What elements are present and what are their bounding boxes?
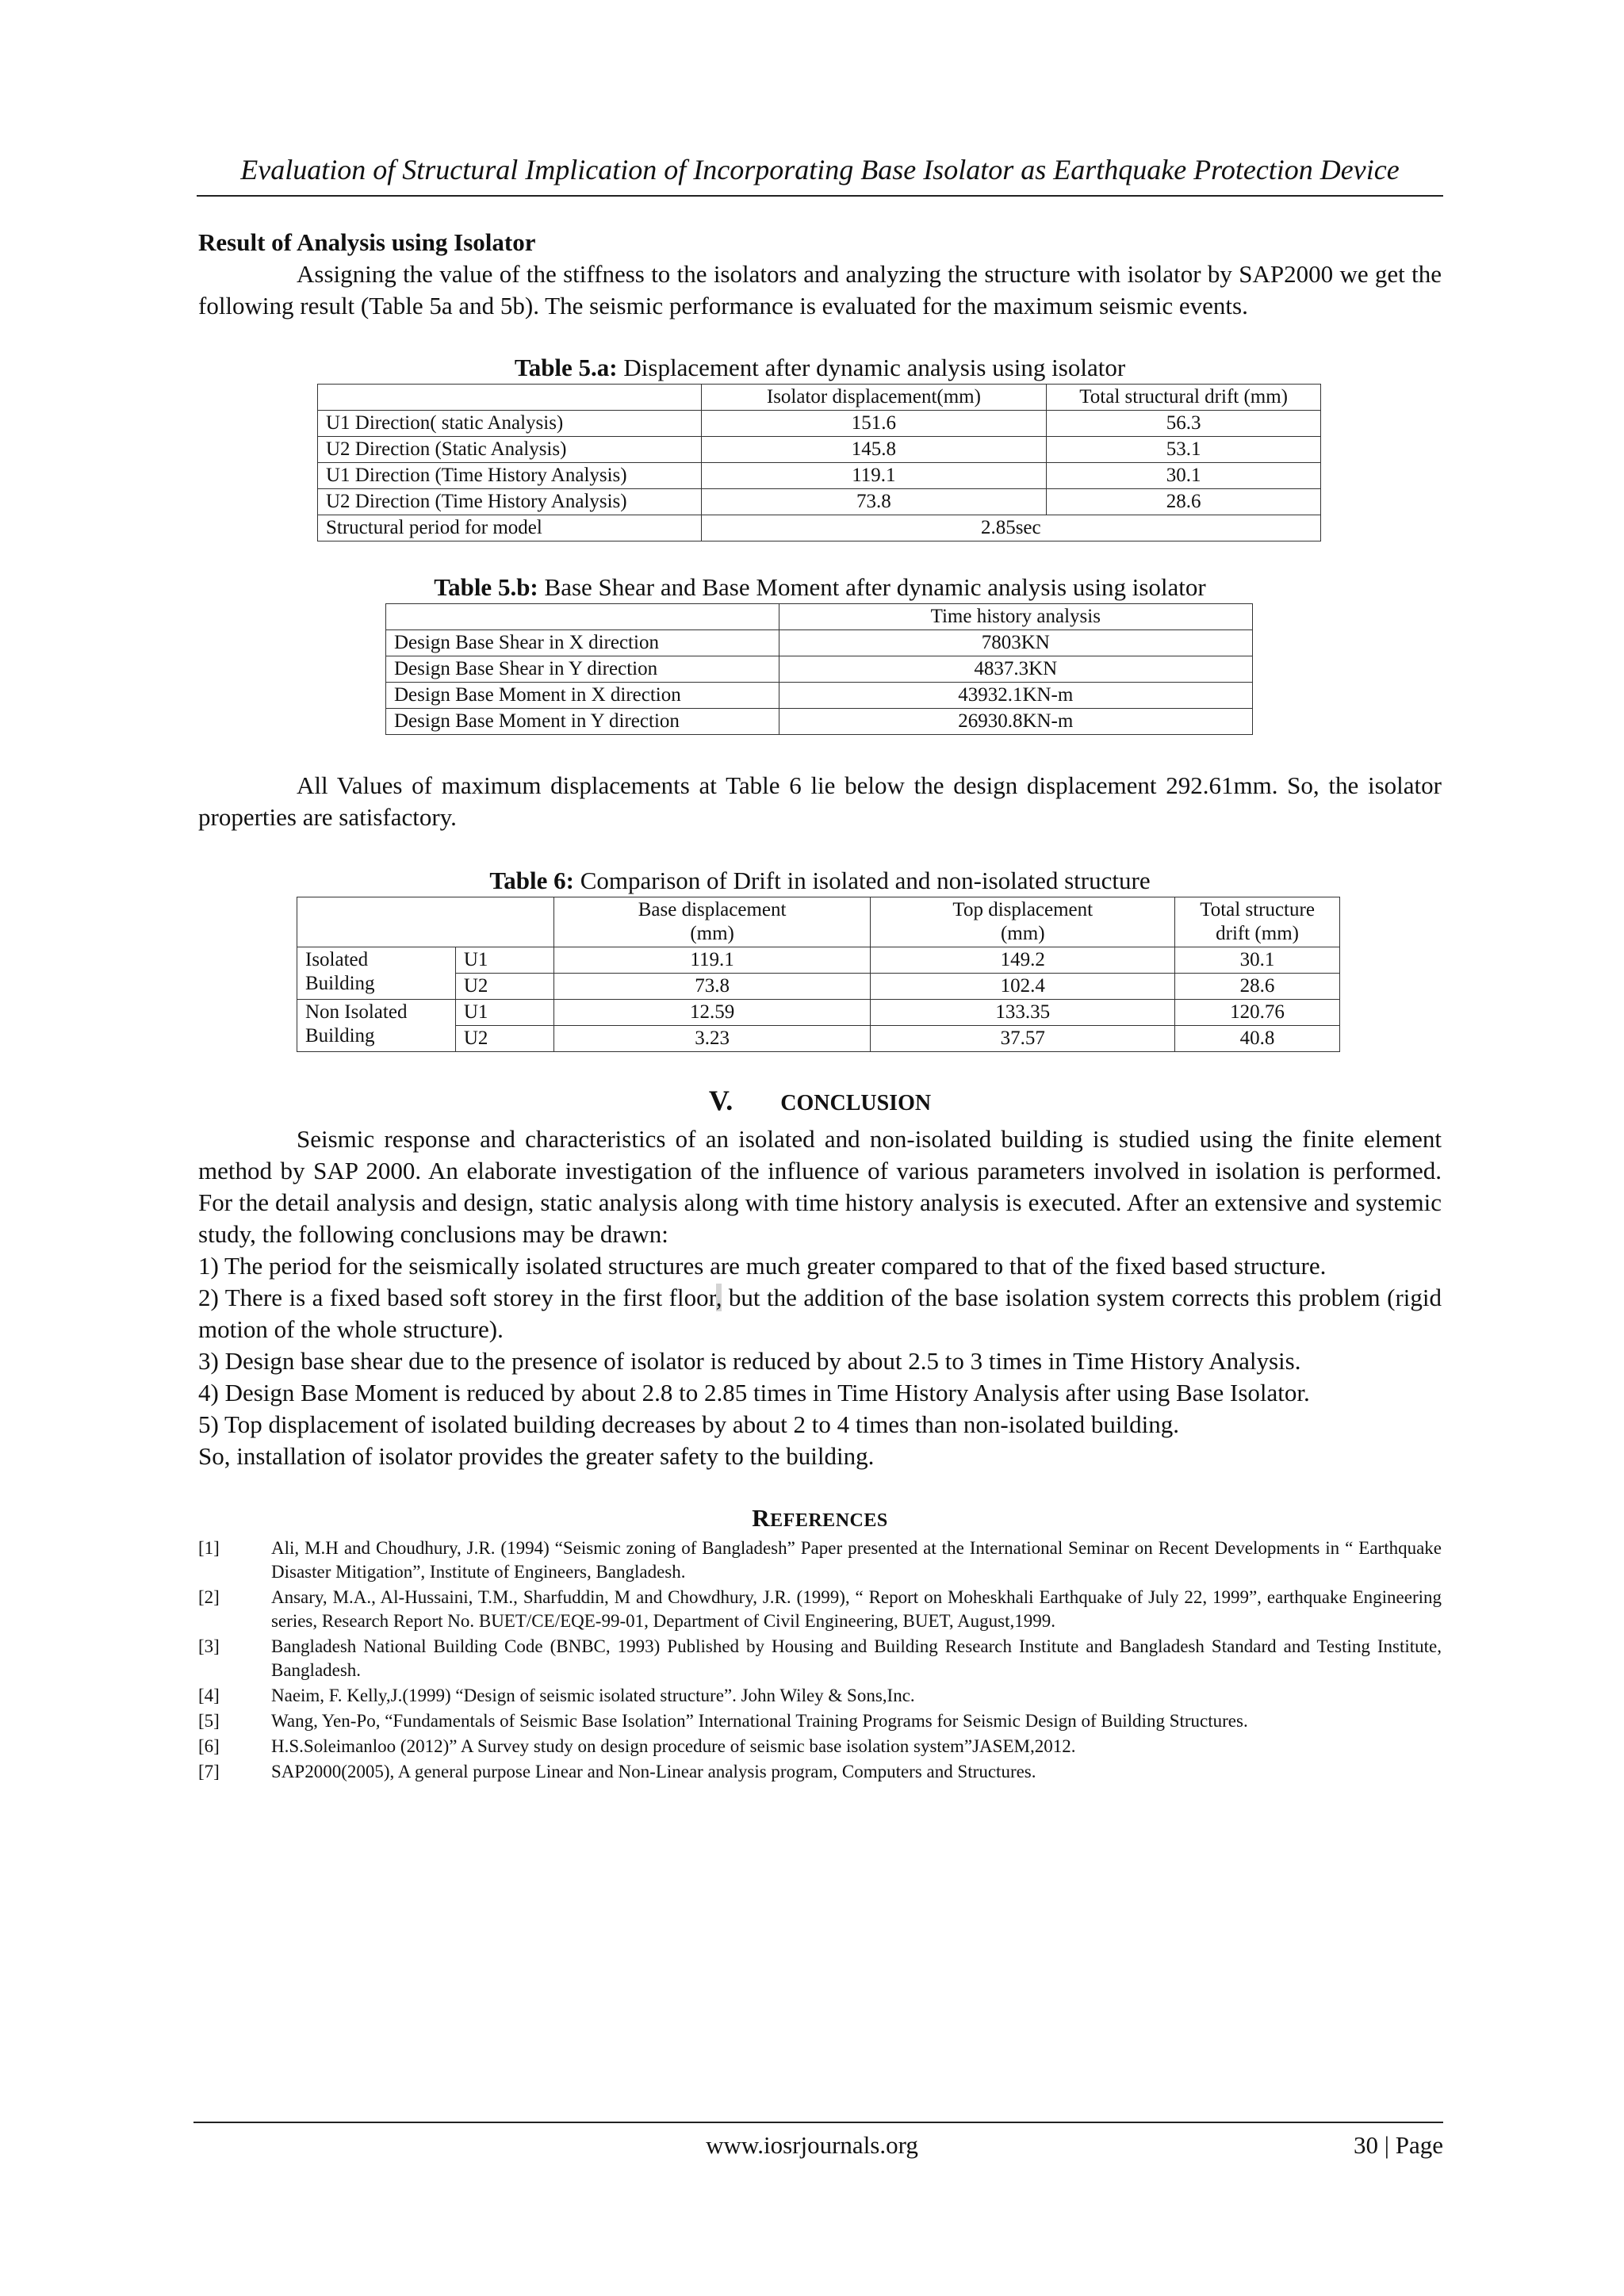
footer-rule <box>193 2122 1443 2123</box>
table5b-header-cell <box>386 604 779 630</box>
table-cell: 28.6 <box>1175 974 1340 1000</box>
reference-number: [6] <box>198 1736 220 1756</box>
table-cell: Design Base Moment in X direction <box>386 683 779 709</box>
section-heading-results: Result of Analysis using Isolator <box>198 228 536 256</box>
table-cell: 149.2 <box>871 947 1175 974</box>
table-cell: U1 <box>455 1000 553 1026</box>
table-row <box>386 683 1253 709</box>
conclusion-intro: Seismic response and characteristics of an isolated and non-isolated building is studied using the finite element method by SAP 2000. An elaborate investigation of the influence of various parameters involved in isolation is performed. For the detail analysis and design, static analysis along with time history analysis is executed. After an extensive and systemic study, the following conclusions may be drawn: <box>198 1125 1442 1248</box>
header-rule <box>197 195 1443 197</box>
header-line: drift (mm) <box>1216 923 1299 944</box>
table5b-caption <box>198 572 1442 603</box>
conclusion-item-2 <box>198 1282 1442 1345</box>
table-row <box>318 489 1321 515</box>
table-cell: 2.85sec <box>701 515 1320 541</box>
group-label-line: Non Isolated <box>305 1001 408 1023</box>
reference-text: H.S.Soleimanloo (2012)” A Survey study on design procedure of seismic base isolation system”JASEM,2012. <box>271 1736 1076 1756</box>
reference-text: Ansary, M.A., Al-Hussaini, T.M., Sharfuddin, M and Chowdhury, J.R. (1999), “ Report on Moheskhali Earthquake of July 22, 1999”, earthquake Engineering series, Research Report No. BUET/CE/EQE-99-01, Department of Civil Engineering, BUET, August,1999. <box>271 1587 1442 1631</box>
table-cell: 73.8 <box>553 974 871 1000</box>
table-cell: 12.59 <box>553 1000 871 1026</box>
reference-number: [1] <box>198 1538 220 1558</box>
table-cell: 56.3 <box>1047 411 1321 437</box>
item2-part-a: 2) There is a fixed based soft storey in the first floor <box>198 1284 716 1311</box>
table5a <box>317 384 1321 541</box>
table-cell: 102.4 <box>871 974 1175 1000</box>
table-row <box>386 709 1253 735</box>
table-cell: Design Base Moment in Y direction <box>386 709 779 735</box>
table5a-header-cell: Isolator displacement(mm) <box>701 385 1047 411</box>
table-cell: 40.8 <box>1175 1026 1340 1052</box>
table6-header-blank <box>297 897 554 947</box>
table-row <box>318 515 1321 541</box>
header-line: Top displacement <box>952 899 1094 920</box>
table6 <box>297 897 1340 1052</box>
table-row <box>318 437 1321 463</box>
reference-text: Bangladesh National Building Code (BNBC, 1993) Published by Housing and Building Research Institute and Bangladesh Standard and Testing Institute, Bangladesh. <box>271 1636 1442 1680</box>
reference-item <box>198 1760 1442 1784</box>
table-cell: 30.1 <box>1175 947 1340 974</box>
item2-part-b: but the addition of the base isolation system corrects this problem (rigid motion of the whole structure). <box>198 1284 1442 1343</box>
reference-item <box>198 1635 1442 1682</box>
table5b <box>385 603 1253 735</box>
table5a-caption-label: Table 5.a: <box>514 354 618 381</box>
conclusion-item-4: 4) Design Base Moment is reduced by about 2.8 to 2.85 times in Time History Analysis after using Base Isolator. <box>198 1379 1310 1406</box>
table-cell: 28.6 <box>1047 489 1321 515</box>
table6-caption-text: Comparison of Drift in isolated and non-isolated structure <box>573 867 1151 894</box>
conclusion-number: V. <box>708 1085 733 1116</box>
table-row <box>386 630 1253 656</box>
reference-item <box>198 1735 1442 1758</box>
table-cell: 4837.3KN <box>779 656 1252 683</box>
header-line: Base displacement <box>638 899 787 920</box>
header-line: Total structure <box>1200 899 1315 920</box>
reference-number: [3] <box>198 1636 220 1656</box>
group-label-line: Building <box>305 1025 375 1047</box>
table-cell: 119.1 <box>553 947 871 974</box>
reference-item <box>198 1586 1442 1633</box>
table-cell: U2 Direction (Time History Analysis) <box>318 489 702 515</box>
table6-header-row <box>297 897 1340 947</box>
table5a-header-row <box>318 385 1321 411</box>
table-cell: U2 <box>455 974 553 1000</box>
table-cell: 120.76 <box>1175 1000 1340 1026</box>
table-cell: 73.8 <box>701 489 1047 515</box>
group-label-non-isolated <box>297 1000 456 1052</box>
table-cell: Design Base Shear in Y direction <box>386 656 779 683</box>
running-header: Evaluation of Structural Implication of Incorporating Base Isolator as Earthquake Protection Device <box>240 154 1400 186</box>
header-line: (mm) <box>1000 923 1045 944</box>
references-heading <box>198 1504 1442 1535</box>
table5b-header-row <box>386 604 1253 630</box>
references-title-rest: EFERENCES <box>770 1510 888 1531</box>
table-row <box>386 656 1253 683</box>
conclusion-closing: So, installation of isolator provides the greater safety to the building. <box>198 1442 875 1470</box>
table-cell: 145.8 <box>701 437 1047 463</box>
table-cell: 37.57 <box>871 1026 1175 1052</box>
table5b-caption-text: Base Shear and Base Moment after dynamic analysis using isolator <box>538 573 1206 601</box>
references-title-initial: R <box>752 1504 771 1532</box>
reference-text: Wang, Yen-Po, “Fundamentals of Seismic Base Isolation” International Training Programs for Seismic Design of Building Structures. <box>271 1711 1248 1731</box>
table-cell: U1 <box>455 947 553 974</box>
table-cell: U1 Direction( static Analysis) <box>318 411 702 437</box>
conclusion-heading <box>198 1084 1442 1123</box>
reference-text: Ali, M.H and Choudhury, J.R. (1994) “Seismic zoning of Bangladesh” Paper presented at the International Seminar on Recent Developments in “ Earthquake Disaster Mitigation”, Institute of Engineers, Bangladesh. <box>271 1538 1442 1582</box>
table-cell: U2 Direction (Static Analysis) <box>318 437 702 463</box>
reference-item <box>198 1536 1442 1584</box>
table5b-caption-label: Table 5.b: <box>434 573 538 601</box>
highlighted-comma: , <box>715 1284 722 1311</box>
table-cell: 43932.1KN-m <box>779 683 1252 709</box>
table-row <box>318 411 1321 437</box>
footer-url[interactable]: www.iosrjournals.org <box>706 2131 918 2159</box>
reference-number: [4] <box>198 1686 220 1705</box>
table-cell: 133.35 <box>871 1000 1175 1026</box>
results-paragraph: Assigning the value of the stiffness to the isolators and analyzing the structure with isolator by SAP2000 we get the following result (Table 5a and 5b). The seismic performance is evaluated for the maximum seismic events. <box>198 260 1442 320</box>
page-content <box>198 227 1442 1785</box>
table-cell: 7803KN <box>779 630 1252 656</box>
reference-text: SAP2000(2005), A general purpose Linear and Non-Linear analysis program, Computers and Structures. <box>271 1762 1036 1781</box>
table-cell: 151.6 <box>701 411 1047 437</box>
table5b-header-cell: Time history analysis <box>779 604 1252 630</box>
table-row <box>297 947 1340 974</box>
table5a-header-cell: Total structural drift (mm) <box>1047 385 1321 411</box>
group-label-line: Isolated <box>305 949 369 970</box>
table-cell: Structural period for model <box>318 515 702 541</box>
table5a-caption-text: Displacement after dynamic analysis using isolator <box>617 354 1126 381</box>
table5a-caption <box>198 352 1442 384</box>
conclusion-title: CONCLUSION <box>780 1091 932 1115</box>
conclusion-item-1: 1) The period for the seismically isolated structures are much greater compared to that of the fixed based structure. <box>198 1252 1327 1280</box>
reference-text: Naeim, F. Kelly,J.(1999) “Design of seismic isolated structure”. John Wiley & Sons,Inc. <box>271 1686 915 1705</box>
table6-intro-paragraph: All Values of maximum displacements at Table 6 lie below the design displacement 292.61mm. So, the isolator properties are satisfactory. <box>198 771 1442 831</box>
table-cell: Design Base Shear in X direction <box>386 630 779 656</box>
table6-caption-label: Table 6: <box>489 867 574 894</box>
table6-header-cell <box>553 897 871 947</box>
reference-item <box>198 1709 1442 1733</box>
table5a-header-cell <box>318 385 702 411</box>
table6-caption <box>198 865 1442 897</box>
table-cell: 3.23 <box>553 1026 871 1052</box>
table-cell: 30.1 <box>1047 463 1321 489</box>
header-line: (mm) <box>690 923 734 944</box>
table-row <box>297 1000 1340 1026</box>
table-cell: 26930.8KN-m <box>779 709 1252 735</box>
table-cell: 53.1 <box>1047 437 1321 463</box>
table6-header-cell <box>1175 897 1340 947</box>
table6-header-cell <box>871 897 1175 947</box>
reference-item <box>198 1684 1442 1708</box>
table-cell: 119.1 <box>701 463 1047 489</box>
references-list <box>198 1536 1442 1784</box>
reference-number: [5] <box>198 1711 220 1731</box>
group-label-line: Building <box>305 973 375 994</box>
reference-number: [7] <box>198 1762 220 1781</box>
reference-number: [2] <box>198 1587 220 1607</box>
table-cell: U2 <box>455 1026 553 1052</box>
footer-page-number: 30 | Page <box>1354 2131 1443 2159</box>
table-row <box>318 463 1321 489</box>
group-label-isolated <box>297 947 456 1000</box>
conclusion-item-5: 5) Top displacement of isolated building decreases by about 2 to 4 times than non-isolated building. <box>198 1410 1180 1438</box>
table-cell: U1 Direction (Time History Analysis) <box>318 463 702 489</box>
conclusion-item-3: 3) Design base shear due to the presence of isolator is reduced by about 2.5 to 3 times in Time History Analysis. <box>198 1347 1301 1375</box>
